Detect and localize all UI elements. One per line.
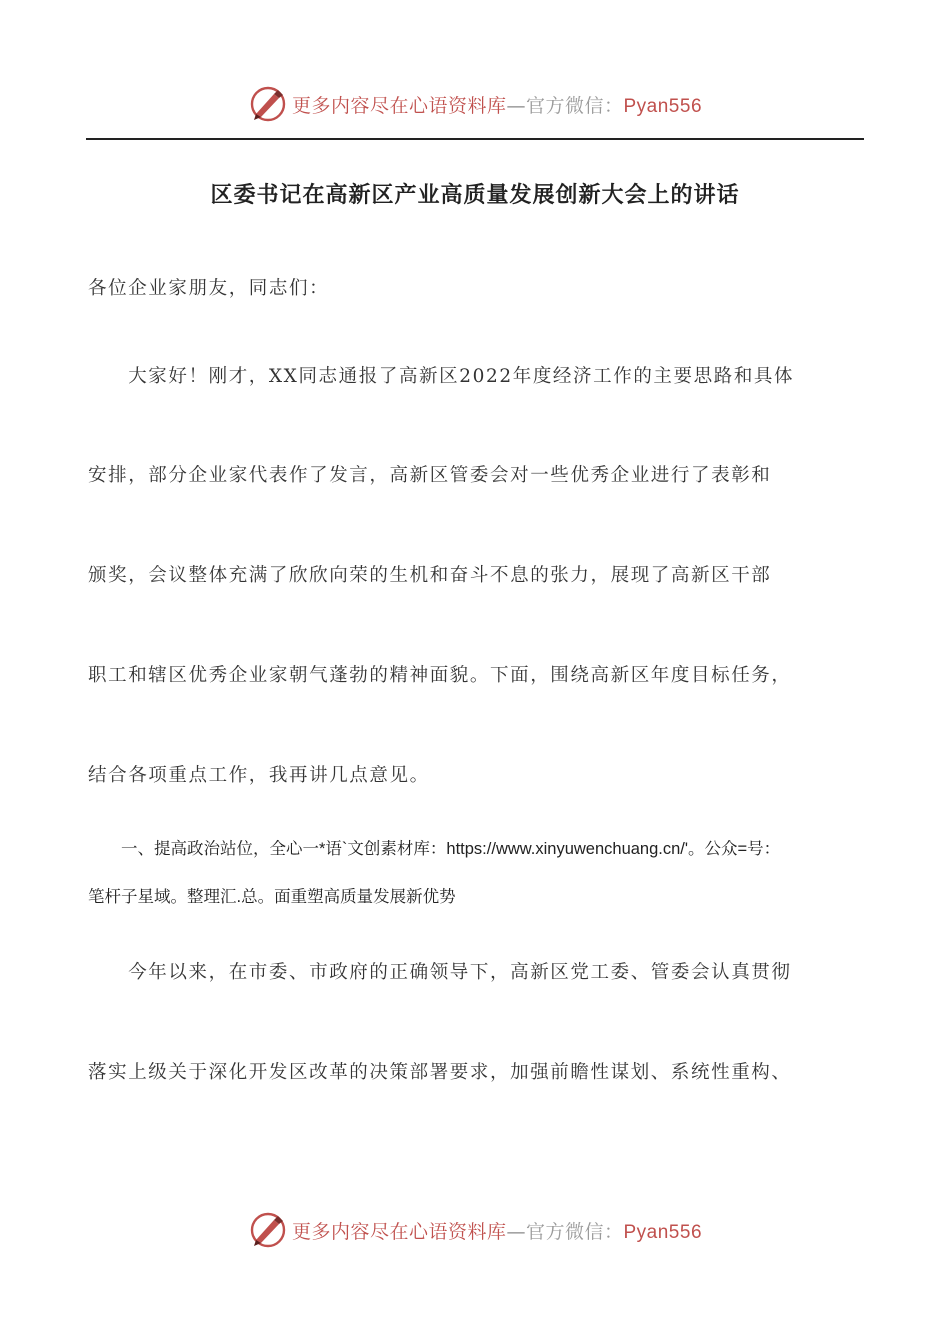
section-heading-line: 一、提高政治站位，全心一*语`文创素材库：https://www.xinyuwenchuang.cn/'。公众=号：	[88, 840, 781, 858]
banner-wechat-label: 官方微信：	[525, 1220, 624, 1243]
banner-wechat-id: Pyan556	[623, 1221, 703, 1243]
pen-logo-icon	[248, 84, 288, 124]
banner-wechat-id: Pyan556	[623, 95, 703, 117]
header-watermark-banner	[0, 82, 950, 126]
body-line: 安排，部分企业家代表作了发言，高新区管委会对一些优秀企业进行了表彰和	[88, 465, 772, 486]
body-line: 大家好！刚才，XX同志通报了高新区2022年度经济工作的主要思路和具体	[88, 366, 795, 387]
banner-text	[292, 1217, 702, 1244]
body-line: 职工和辖区优秀企业家朝气蓬勃的精神面貌。下面，围绕高新区年度目标任务，	[88, 665, 792, 686]
banner-main-text: 更多内容尽在心语资料库	[291, 94, 507, 117]
banner-separator: —	[506, 1220, 526, 1243]
banner-text	[292, 91, 702, 118]
banner-wechat-label: 官方微信：	[525, 94, 624, 117]
banner-separator: —	[506, 94, 526, 117]
banner-main-text: 更多内容尽在心语资料库	[291, 1220, 507, 1243]
body-line: 结合各项重点工作，我再讲几点意见。	[88, 765, 430, 786]
body-line: 颁奖，会议整体充满了欣欣向荣的生机和奋斗不息的张力，展现了高新区干部	[88, 565, 772, 586]
pen-logo-icon	[248, 1210, 288, 1250]
section-heading-line: 笔杆子星域。整理汇.总。面重塑高质量发展新优势	[88, 888, 456, 906]
body-line: 落实上级关于深化开发区改革的决策部署要求，加强前瞻性谋划、系统性重构、	[88, 1062, 792, 1083]
document-title: 区委书记在高新区产业高质量发展创新大会上的讲话	[210, 183, 740, 208]
footer-watermark-banner	[0, 1208, 950, 1252]
body-line: 今年以来，在市委、市政府的正确领导下，高新区党工委、管委会认真贯彻	[88, 962, 792, 983]
header-divider	[86, 138, 864, 140]
salutation-line: 各位企业家朋友，同志们：	[88, 278, 330, 299]
